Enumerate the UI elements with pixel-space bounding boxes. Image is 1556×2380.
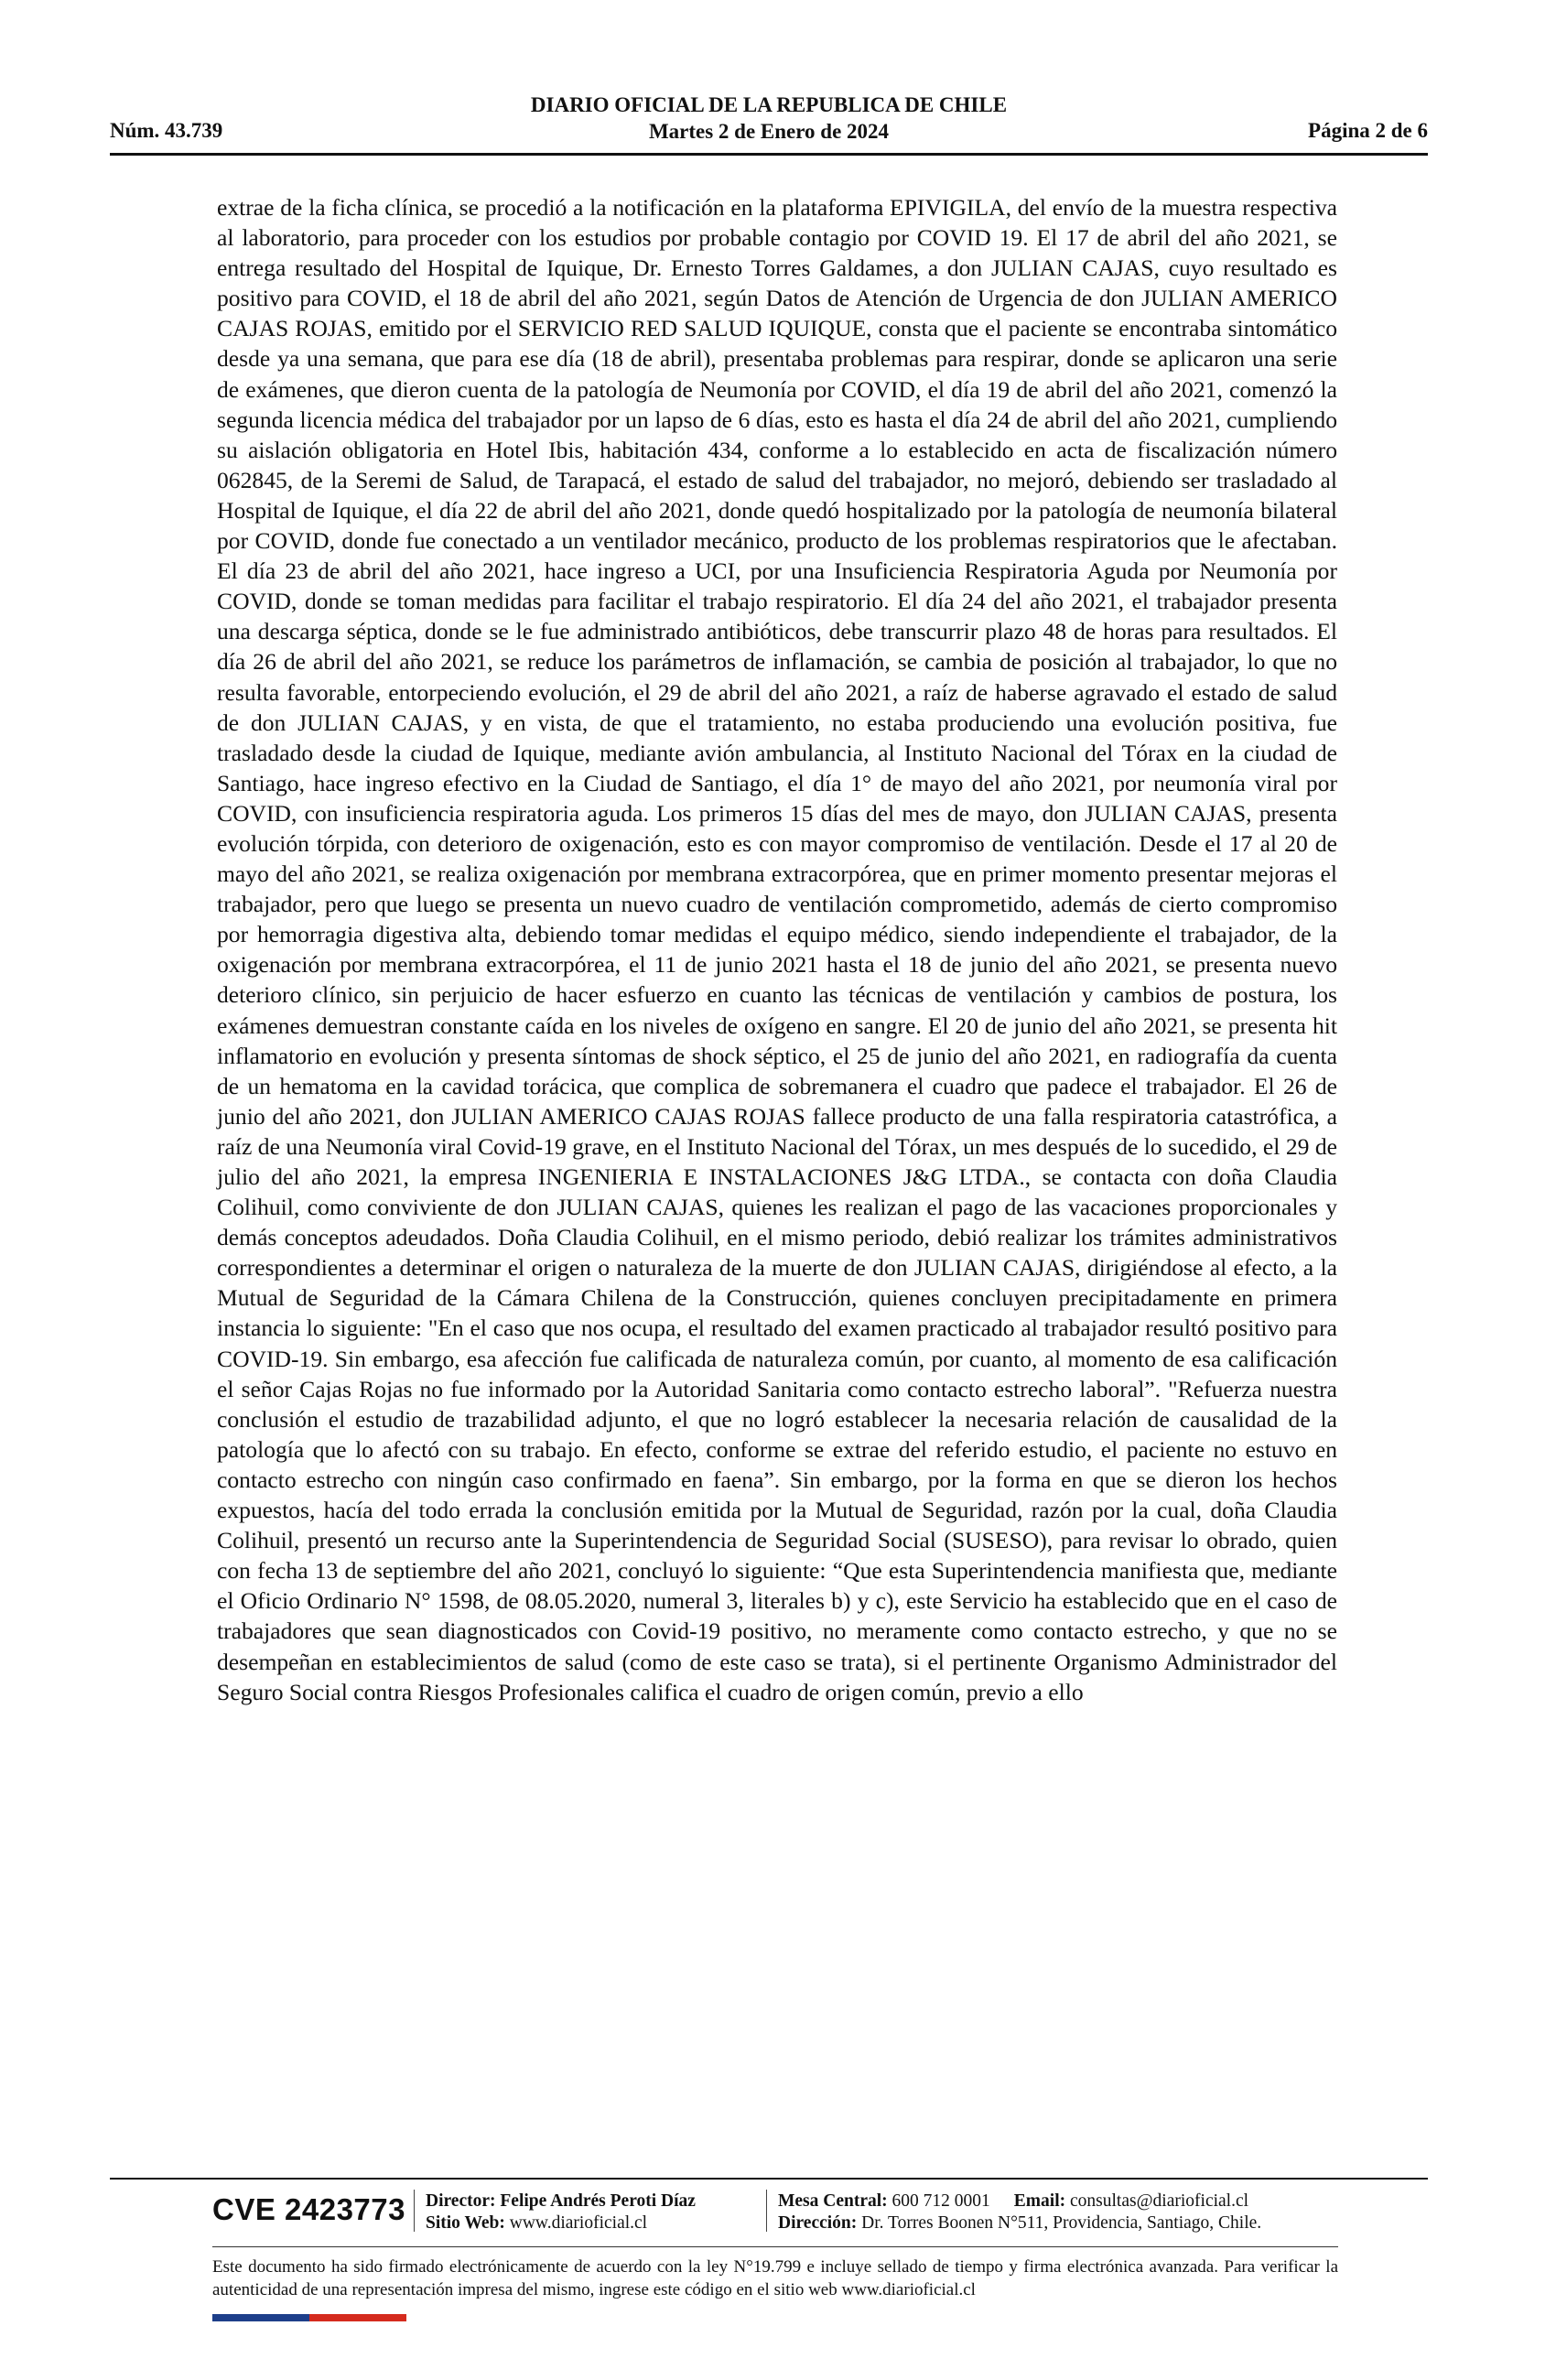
legal-notice: Este documento ha sido firmado electrónicamente de acuerdo con la ley N°19.799 e incluye sellado de tiempo y firma electrónica avanzada. Para verificar la autenticidad de una representación impresa del mismo, ingrese este código en el sitio web www.diarioficial.cl: [212, 2257, 1338, 2299]
director-label: Director:: [426, 2191, 496, 2211]
footer-divider: [414, 2190, 415, 2232]
flag-red-stripe: [309, 2314, 406, 2321]
website-link[interactable]: www.diarioficial.cl: [509, 2213, 648, 2233]
header-center: [110, 92, 1428, 145]
director-name: Felipe Andrés Peroti Díaz: [500, 2191, 696, 2211]
issue-number: Núm. 43.739: [110, 119, 223, 142]
footer-divider: [766, 2190, 767, 2232]
email-label: Email:: [1013, 2191, 1066, 2211]
email-link[interactable]: consultas@diarioficial.cl: [1070, 2191, 1249, 2211]
address-text: Dr. Torres Boonen N°511, Providencia, Santiago, Chile.: [861, 2213, 1262, 2233]
document-body: [217, 192, 1337, 1707]
flag-blue-stripe: [212, 2314, 309, 2321]
header-rule: [110, 153, 1428, 156]
address-label: Dirección:: [778, 2213, 858, 2233]
footer-rule: [110, 2178, 1428, 2180]
footer-legal-rule: [212, 2246, 1338, 2247]
footer-director-block: [426, 2191, 696, 2234]
phone-number: 600 712 0001: [891, 2191, 990, 2211]
page-header: [110, 92, 1428, 146]
cve-code: CVE 2423773: [212, 2192, 405, 2226]
publication-title: DIARIO OFICIAL DE LA REPUBLICA DE CHILE: [530, 93, 1008, 116]
page-number: Página 2 de 6: [1308, 119, 1428, 142]
website-label: Sitio Web:: [426, 2213, 505, 2233]
phone-label: Mesa Central:: [778, 2191, 888, 2211]
footer-contact-block: [778, 2191, 1261, 2234]
chile-flag-bar: [212, 2314, 406, 2321]
publication-date: Martes 2 de Enero de 2024: [648, 120, 890, 143]
body-paragraph: extrae de la ficha clínica, se procedió a la notificación en la plataforma EPIVIGILA, del envío de la muestra respectiva al laboratorio, para proceder con los estudios por probable contagio por COVID 19. El 17 de abril del año 2021, se entrega resultado del Hospital de Iquique, Dr. Ernesto Torres Galdames, a don JULIAN CAJAS, cuyo resultado es positivo para COVID, el 18 de abril del año 2021, según Datos de Atención de Urgencia de don JULIAN AMERICO CAJAS ROJAS, emitido por el SERVICIO RED SALUD IQUIQUE, consta que el paciente se encontraba sintomático desde ya una semana, que para ese día (18 de abril), presentaba problemas para respirar, donde se aplicaron una serie de exámenes, que dieron cuenta de la patología de Neumonía por COVID, el día 19 de abril del año 2021, comenzó la segunda licencia médica del trabajador por un lapso de 6 días, esto es hasta el día 24 de abril del año 2021, cumpliendo su aislación obligatoria en Hotel Ibis, habitación 434, conforme a lo establecido en acta de fiscalización número 062845, de la Seremi de Salud, de Tarapacá, el estado de salud del trabajador, no mejoró, debiendo ser trasladado al Hospital de Iquique, el día 22 de abril del año 2021, donde quedó hospitalizado por la patología de neumonía bilateral por COVID, donde fue conectado a un ventilador mecánico, producto de los problemas respiratorios que le afectaban. El día 23 de abril del año 2021, hace ingreso a UCI, por una Insuficiencia Respiratoria Aguda por Neumonía por COVID, donde se toman medidas para facilitar el trabajo respiratorio. El día 24 del año 2021, el trabajador presenta una descarga séptica, donde se le fue administrado antibióticos, debe transcurrir plazo 48 de horas para resultados. El día 26 de abril del año 2021, se reduce los parámetros de inflamación, se cambia de posición al trabajador, lo que no resulta favorable, entorpeciendo evolución, el 29 de abril del año 2021, a raíz de haberse agravado el estado de salud de don JULIAN CAJAS, y en vista, de que el tratamiento, no estaba produciendo una evolución positiva, fue trasladado desde la ciudad de Iquique, mediante avión ambulancia, al Instituto Nacional del Tórax en la ciudad de Santiago, hace ingreso efectivo en la Ciudad de Santiago, el día 1° de mayo del año 2021, por neumonía viral por COVID, con insuficiencia respiratoria aguda. Los primeros 15 días del mes de mayo, don JULIAN CAJAS, presenta evolución tórpida, con deterioro de oxigenación, esto es con mayor compromiso de ventilación. Desde el 17 al 20 de mayo del año 2021, se realiza oxigenación por membrana extracorpórea, que en primer momento presentar mejoras el trabajador, pero que luego se presenta un nuevo cuadro de ventilación comprometido, además de cierto compromiso por hemorragia digestiva alta, debiendo tomar medidas el equipo médico, siendo independiente el trabajador, de la oxigenación por membrana extracorpórea, el 11 de junio 2021 hasta el 18 de junio del año 2021, se presenta nuevo deterioro clínico, sin perjuicio de hacer esfuerzo en cuanto las técnicas de ventilación y cambios de postura, los exámenes demuestran constante caída en los niveles de oxígeno en sangre. El 20 de junio del año 2021, se presenta hit inflamatorio en evolución y presenta síntomas de shock séptico, el 25 de junio del año 2021, en radiografía da cuenta de un hematoma en la cavidad torácica, que complica de sobremanera el cuadro que padece el trabajador. El 26 de junio del año 2021, don JULIAN AMERICO CAJAS ROJAS fallece producto de una falla respiratoria catastrófica, a raíz de una Neumonía viral Covid-19 grave, en el Instituto Nacional del Tórax, un mes después de lo sucedido, el 29 de julio del año 2021, la empresa INGENIERIA E INSTALACIONES J&G LTDA., se contacta con doña Claudia Colihuil, como conviviente de don JULIAN CAJAS, quienes les realizan el pago de las vacaciones proporcionales y demás conceptos adeudados. Doña Claudia Colihuil, en el mismo periodo, debió realizar los trámites administrativos correspondientes a determinar el origen o naturaleza de la muerte de don JULIAN CAJAS, dirigiéndose al efecto, a la Mutual de Seguridad de la Cámara Chilena de la Construcción, quienes concluyen precipitadamente en primera instancia lo siguiente: "En el caso que nos ocupa, el resultado del examen practicado al trabajador resultó positivo para COVID-19. Sin embargo, esa afección fue calificada de naturaleza común, por cuanto, al momento de esa calificación el señor Cajas Rojas no fue informado por la Autoridad Sanitaria como contacto estrecho laboral”. "Refuerza nuestra conclusión el estudio de trazabilidad adjunto, el que no logró establecer la necesaria relación de causalidad de la patología que lo afectó con su trabajo. En efecto, conforme se extrae del referido estudio, el paciente no estuvo en contacto estrecho con ningún caso confirmado en faena”. Sin embargo, por la forma en que se dieron los hechos expuestos, hacía del todo errada la conclusión emitida por la Mutual de Seguridad, razón por la cual, doña Claudia Colihuil, presentó un recurso ante la Superintendencia de Seguridad Social (SUSESO), para revisar lo obrado, quien con fecha 13 de septiembre del año 2021, concluyó lo siguiente: “Que esta Superintendencia manifiesta que, mediante el Oficio Ordinario N° 1598, de 08.05.2020, numeral 3, literales b) y c), este Servicio ha establecido que en el caso de trabajadores que sean diagnosticados con Covid-19 positivo, no meramente como contacto estrecho, y que no se desempeñan en establecimientos de salud (como de este caso se trata), si el pertinente Organismo Administrador del Seguro Social contra Riesgos Profesionales califica el cuadro de origen común, previo a ello: [217, 194, 1337, 1705]
